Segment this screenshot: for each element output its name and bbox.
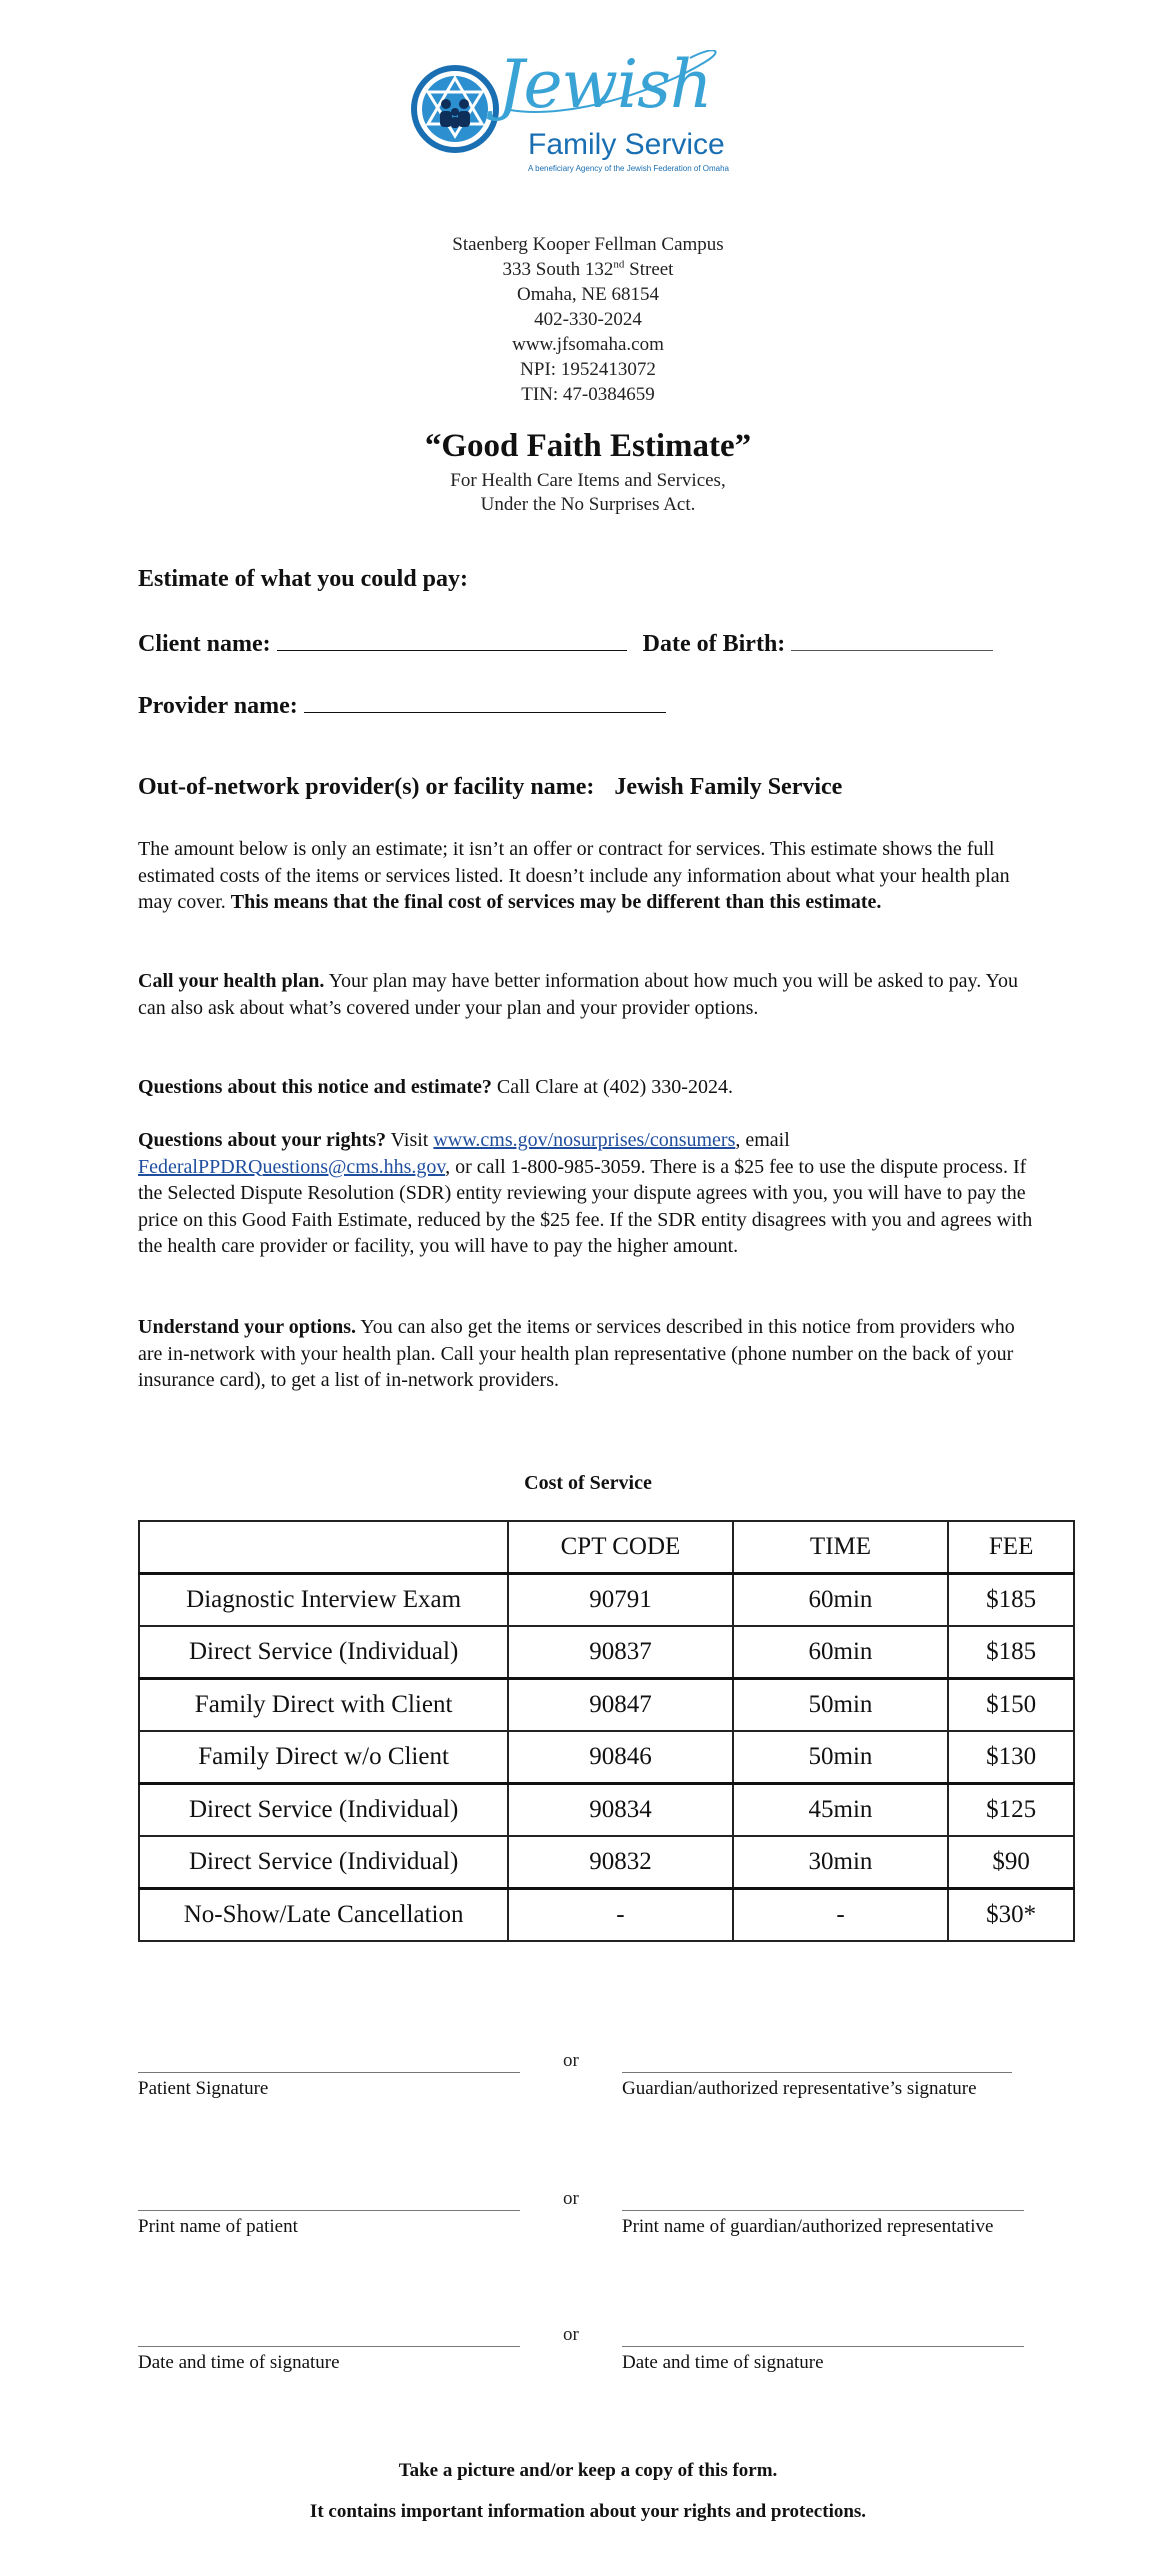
footer-notice-line1: Take a picture and/or keep a copy of this form.	[398, 2460, 778, 2481]
footer-notice-line2: It contains important information about your rights and protections.	[309, 2501, 867, 2522]
table-row	[139, 1889, 1074, 1942]
time-cell: 60min	[733, 1574, 949, 1627]
document-subtitle-line1: For Health Care Items and Services,	[450, 470, 726, 491]
provider-name-field[interactable]	[304, 690, 666, 713]
cpt-cell: 90791	[508, 1574, 733, 1627]
time-cell: 50min	[733, 1731, 949, 1784]
table-row	[139, 1731, 1074, 1784]
or-separator: or	[563, 2188, 579, 2209]
guardian-date-label: Date and time of signature	[622, 2352, 824, 2373]
guardian-signature-line[interactable]	[622, 2072, 1012, 2073]
questions-rights-paragraph: Questions about your rights? Visit www.cms.gov/nosurprises/consumers, email FederalPPDRQuestions@cms.hhs.gov, or call 1-800-985-3059. There is a $25 fee to use the dispute process. If the Selected Dispute Resolution (SDR) entity reviewing your dispute agrees with you, you will have to pay the price on this Good Faith Estimate, reduced by the $25 fee. If the SDR entity disagrees with you and agrees with the health care provider or facility, you will have to pay the higher amount.	[138, 1129, 1033, 1257]
table-row	[139, 1784, 1074, 1837]
service-cell: Family Direct w/o Client	[139, 1731, 508, 1784]
dob-label: Date of Birth:	[642, 631, 786, 657]
cpt-cell: 90846	[508, 1731, 733, 1784]
time-cell: 50min	[733, 1679, 949, 1732]
client-name-label: Client name:	[138, 631, 271, 657]
fee-cell: $125	[948, 1784, 1074, 1837]
address-block	[0, 232, 1176, 407]
table-row	[139, 1679, 1074, 1732]
phone-number: 402-330-2024	[534, 309, 642, 330]
oon-provider-value: Jewish Family Service	[614, 774, 843, 800]
logo-wordmark-family-service: Family Service	[528, 128, 725, 161]
time-cell: 30min	[733, 1836, 949, 1889]
table-header-time: TIME	[733, 1521, 949, 1574]
table-header-cpt: CPT CODE	[508, 1521, 733, 1574]
cpt-cell: 90847	[508, 1679, 733, 1732]
fee-cell: $185	[948, 1626, 1074, 1679]
guardian-print-name-label: Print name of guardian/authorized representative	[622, 2216, 994, 2237]
document-subtitle-line2: Under the No Surprises Act.	[480, 494, 696, 515]
client-name-row	[138, 628, 993, 658]
cms-consumers-link[interactable]: www.cms.gov/nosurprises/consumers	[433, 1129, 736, 1151]
fee-cell: $185	[948, 1574, 1074, 1627]
patient-print-name-label: Print name of patient	[138, 2216, 298, 2237]
oon-provider-row	[138, 774, 842, 801]
service-cell: Direct Service (Individual)	[139, 1626, 508, 1679]
provider-name-label: Provider name:	[138, 693, 298, 719]
cpt-cell: 90837	[508, 1626, 733, 1679]
cost-of-service-table	[138, 1520, 1075, 1942]
tin-number: TIN: 47-0384659	[521, 384, 655, 405]
oon-provider-label: Out-of-network provider(s) or facility name:	[138, 774, 595, 800]
understand-options-paragraph: Understand your options. You can also get the items or services described in this notice from providers who are in-network with your health plan. Call your health plan representative (phone number on the back of your insurance card), to get a list of in-network providers.	[138, 1316, 1015, 1391]
call-health-plan-paragraph: Call your health plan. Your plan may have better information about how much you will be asked to pay. You can also ask about what’s covered under your plan and your provider options.	[138, 970, 1018, 1019]
patient-date-line[interactable]	[138, 2346, 520, 2347]
fee-cell: $90	[948, 1836, 1074, 1889]
table-row	[139, 1574, 1074, 1627]
fee-cell: $130	[948, 1731, 1074, 1784]
cpt-cell: 90832	[508, 1836, 733, 1889]
guardian-signature-label: Guardian/authorized representative’s signature	[622, 2078, 977, 2099]
cpt-cell: -	[508, 1889, 733, 1942]
patient-print-name-line[interactable]	[138, 2210, 520, 2211]
service-cell: No-Show/Late Cancellation	[139, 1889, 508, 1942]
client-name-field[interactable]	[277, 628, 627, 651]
patient-signature-line[interactable]	[138, 2072, 520, 2073]
questions-notice-paragraph: Questions about this notice and estimate? Call Clare at (402) 330-2024.	[138, 1076, 733, 1098]
service-cell: Direct Service (Individual)	[139, 1836, 508, 1889]
patient-date-label: Date and time of signature	[138, 2352, 340, 2373]
patient-signature-label: Patient Signature	[138, 2078, 269, 2099]
estimate-disclaimer-paragraph: The amount below is only an estimate; it isn’t an offer or contract for services. This estimate shows the full estimated costs of the items or services listed. It doesn’t include any information about what your health plan may cover. This means that the final cost of services may be different than this estimate.	[138, 838, 1010, 913]
table-header-row	[139, 1521, 1074, 1574]
document-title: “Good Faith Estimate”	[424, 428, 752, 464]
street-address: 333 South 132nd Street	[502, 258, 674, 280]
cost-of-service-title: Cost of Service	[524, 1472, 652, 1494]
table-row	[139, 1836, 1074, 1889]
service-cell: Direct Service (Individual)	[139, 1784, 508, 1837]
service-cell: Family Direct with Client	[139, 1679, 508, 1732]
fee-cell: $30*	[948, 1889, 1074, 1942]
guardian-date-line[interactable]	[622, 2346, 1024, 2347]
estimate-heading: Estimate of what you could pay:	[138, 566, 469, 592]
ppdr-email-link[interactable]: FederalPPDRQuestions@cms.hhs.gov	[138, 1155, 446, 1178]
organization-logo	[410, 46, 740, 180]
logo-tagline: A beneficiary Agency of the Jewish Federation of Omaha	[528, 164, 730, 173]
family-emblem-icon	[410, 64, 500, 154]
npi-number: NPI: 1952413072	[520, 359, 656, 380]
time-cell: 60min	[733, 1626, 949, 1679]
website: www.jfsomaha.com	[512, 334, 664, 355]
dob-field[interactable]	[791, 628, 993, 651]
service-cell: Diagnostic Interview Exam	[139, 1574, 508, 1627]
table-header-fee: FEE	[948, 1521, 1074, 1574]
logo-wordmark-jewish: Jewish	[498, 46, 712, 123]
table-header-service	[139, 1521, 508, 1574]
time-cell: 45min	[733, 1784, 949, 1837]
table-row	[139, 1626, 1074, 1679]
campus-name: Staenberg Kooper Fellman Campus	[452, 234, 724, 255]
time-cell: -	[733, 1889, 949, 1942]
city-state-zip: Omaha, NE 68154	[517, 284, 659, 305]
or-separator: or	[563, 2324, 579, 2345]
fee-cell: $150	[948, 1679, 1074, 1732]
or-separator: or	[563, 2050, 579, 2071]
cpt-cell: 90834	[508, 1784, 733, 1837]
guardian-print-name-line[interactable]	[622, 2210, 1024, 2211]
provider-name-row	[138, 690, 666, 720]
